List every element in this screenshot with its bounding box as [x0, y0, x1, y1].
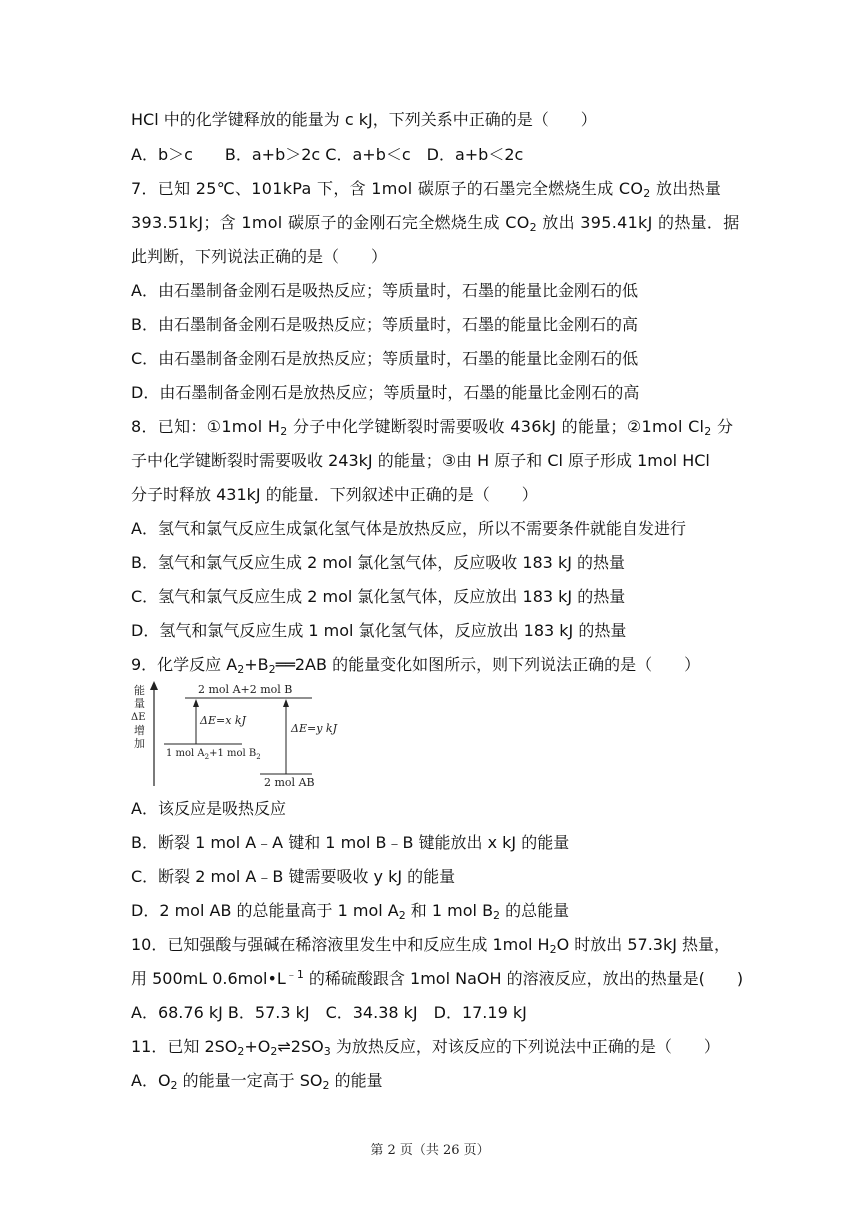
product-level-label: 2 mol AB — [264, 776, 315, 789]
energy-axis-arrowhead — [150, 681, 158, 690]
q10-stem-line2: 用 500mL $0.6mol•L^{﹣1}$ 的稀硫酸跟含 1mol NaOH 的溶液反应，放出的热量是( ) — [131, 968, 744, 988]
delta-y-label: ΔE=y kJ — [291, 722, 337, 735]
q7-stem-line2: 393.51kJ；含 1mol 碳原子的金刚石完全燃烧生成 $CO_2$ 放出 395.41kJ 的热量．据 — [131, 213, 740, 234]
energy-level-diagram — [128, 680, 340, 790]
q8-option-b: B．氢气和氯气反应生成 2 mol 氯化氢气体，反应吸收 183 kJ 的热量 — [131, 553, 626, 572]
y-axis-label-5: 加 — [134, 737, 145, 750]
q7-option-a: A．由石墨制备金刚石是吸热反应；等质量时，石墨的能量比金刚石的低 — [131, 281, 638, 300]
q7-stem-line1: 7．已知 25℃、101kPa 下，含 1mol 碳原子的石墨完全燃烧生成 $CO_2$ 放出热量 — [131, 179, 722, 200]
q8-stem-line3: 分子时释放 431kJ 的能量．下列叙述中正确的是（ ） — [131, 485, 538, 504]
q7-option-c: C．由石墨制备金刚石是放热反应；等质量时，石墨的能量比金刚石的低 — [131, 349, 639, 368]
q6-options: A．b＞c B．a+b＞2c C．a+b＜c D．a+b＜2c — [131, 145, 524, 164]
q11-stem: 11．已知 $2SO_2+O_2\rightleftharpoons 2SO_3$ 为放热反应，对该反应的下列说法中正确的是（ ） — [131, 1037, 720, 1058]
y-axis-label-4: 增 — [134, 724, 145, 737]
q8-option-a: A．氢气和氯气反应生成氯化氢气体是放热反应，所以不需要条件就能自发进行 — [131, 519, 686, 538]
q10-options: A．68.76 kJ B．57.3 kJ C．34.38 kJ D．17.19 kJ — [131, 1003, 527, 1022]
delta-x-arrowhead — [193, 699, 199, 707]
q8-stem-line1: 8．已知：①1mol $H_2$ 分子中化学键断裂时需要吸收 436kJ 的能量；②1mol $Cl_2$ 分 — [131, 417, 734, 438]
q10-stem-line1: 10．已知强酸与强碱在稀溶液里发生中和反应生成 1mol $H_2O$ 时放出 57.3kJ 热量， — [131, 935, 731, 956]
q9-stem: 9．化学反应 $A_2+B_2══2AB$ 的能量变化如图所示，则下列说法正确的是（ ） — [131, 655, 701, 676]
q8-stem-line2: 子中化学键断裂时需要吸收 243kJ 的能量；③由 H 原子和 Cl 原子形成 1mol HCl — [131, 451, 710, 470]
q8-option-c: C．氢气和氯气反应生成 2 mol 氯化氢气体，反应放出 183 kJ 的热量 — [131, 587, 626, 606]
q9-option-c: C．断裂 2 mol A﹣B 键需要吸收 y kJ 的能量 — [131, 867, 456, 886]
q7-option-d: D．由石墨制备金刚石是放热反应；等质量时，石墨的能量比金刚石的高 — [131, 383, 640, 402]
q11-option-a: A．$O_2$ 的能量一定高于 $SO_2$ 的能量 — [131, 1071, 383, 1092]
q9-option-b: B．断裂 1 mol A﹣A 键和 1 mol B﹣B 键能放出 x kJ 的能量 — [131, 833, 570, 852]
q8-option-d: D．氢气和氯气反应生成 1 mol 氯化氢气体，反应放出 183 kJ 的热量 — [131, 621, 627, 640]
q9-option-a: A．该反应是吸热反应 — [131, 799, 286, 818]
y-axis-label-3: ΔE — [131, 712, 146, 723]
page-footer: 第 2 页（共 26 页） — [370, 1143, 490, 1158]
q6-stem-tail: HCl 中的化学键释放的能量为 c kJ，下列关系中正确的是（ ） — [131, 110, 597, 129]
top-level-label: 2 mol A+2 mol B — [198, 683, 293, 696]
q9-option-d: D．2 mol AB 的总能量高于 1 mol $A_2$ 和 1 mol $B_2$ 的总能量 — [131, 901, 570, 922]
y-axis-label-1: 能 — [134, 684, 145, 697]
delta-x-label: ΔE=x kJ — [200, 714, 246, 727]
delta-y-arrowhead — [283, 699, 289, 707]
reactant-level-label: 1 mol $A_2+1$ mol $B_2$ — [166, 748, 261, 761]
q7-option-b: B．由石墨制备金刚石是吸热反应；等质量时，石墨的能量比金刚石的高 — [131, 315, 638, 334]
q7-stem-line3: 此判断，下列说法正确的是（ ） — [131, 247, 388, 266]
y-axis-label-2: 量 — [134, 697, 145, 710]
